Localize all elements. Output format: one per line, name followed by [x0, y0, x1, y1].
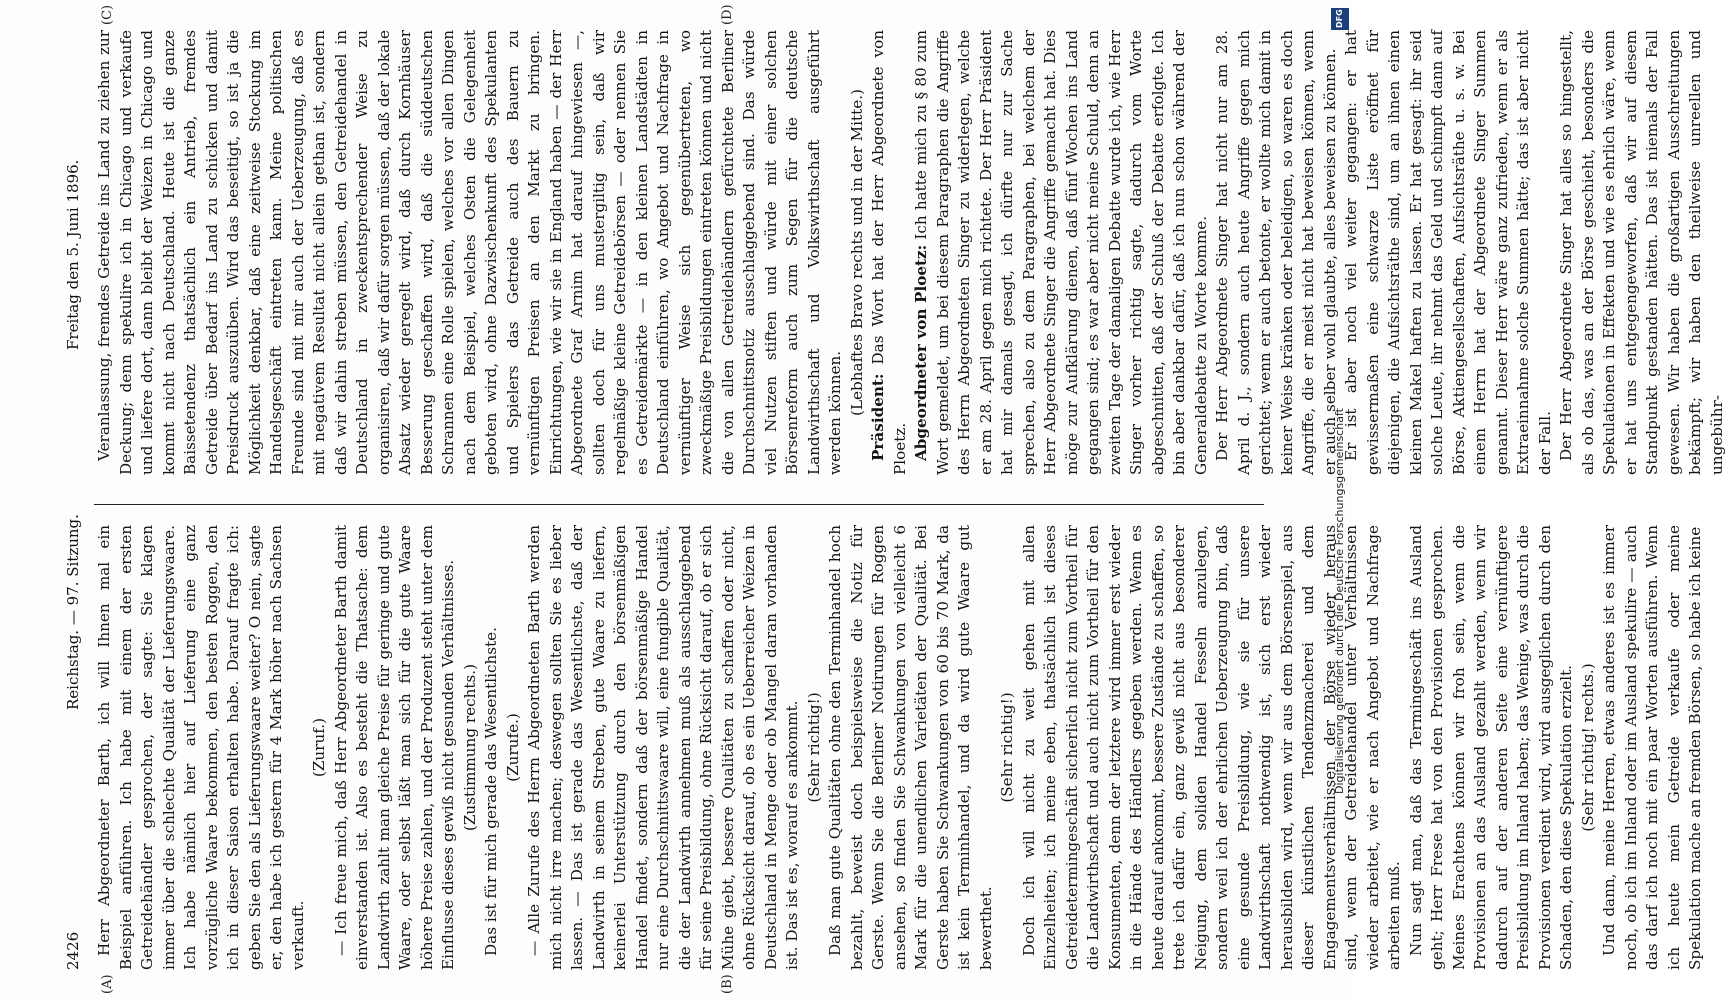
paragraph	[331, 525, 460, 970]
paragraph-text: (Zuruf.)	[310, 717, 328, 778]
dfg-logo: DFG	[1331, 8, 1349, 30]
paragraph	[1599, 525, 1707, 970]
paragraph-text: Der Herr Abgeordnete Singer hat nicht nur am 28. April d. J., sondern auch heute Angriffe gegen mich gerichtet; wenn er auch betonte, er wollte mich damit in keiner Weise kränken oder beleidigen, so waren es doch Angriffe, die er meist nicht hat beweisen können, wenn er auch selber wohl glaubte, alles beweisen zu können.	[1213, 30, 1339, 475]
paragraph-text: — Ich freue mich, daß Herr Abgeordneter Barth damit einverstanden ist. Also es besteht die Thatsache: dem Landwirth zahlt man gleiche Preise für geringe und gute Waare, oder selbst läßt man sich für die gute Waare höhere Preise zahlen, und der Produzent steht unter dem Einflusse dieses gewiß nicht gesunden Verhältnisses.	[331, 525, 457, 970]
interjection	[503, 525, 525, 970]
interjection	[997, 525, 1019, 970]
paragraph	[524, 525, 804, 970]
interjection	[1578, 525, 1600, 970]
paragraph-text: Veranlassung, fremdes Getreide ins Land zu ziehen zur Deckung; denn spekulire ich in Chicago und verkaufe und liefere dort, dann bleibt der Weizen in Chicago und kommt nicht nach Deutschland. Heute ist die ganze Baissetendenz thatsächlich ein Antrieb, fremdes Getreide über Bedarf ins Land zu schicken und damit Preisdruck auszuüben. Wird das beseitigt, so ist ja die Möglichkeit denkbar, daß eine zeitweise Stockung im Handelsgeschäft eintreten kann. Meine politischen Freunde sind mit mir auch der Ueberzeugung, daß es mit negativem Resultat nicht allein gethan ist, sondern daß wir dahin streben müssen, den Getreidehandel in Deutschland in zweckentsprechender Weise zu organisiren, daß wir dafür sorgen müssen, daß der lokale Absatz wieder geregelt wird, daß durch Kornhäuser Besserung geschaffen wird, daß die süddeutschen Schrannen eine Rolle spielen, welches vor allen Dingen nach dem Beispiel, welches Osten die Gelegenheit geboten wird, ohne Dazwischenkunft des Spekulanten und Spielers das Getreide auch des Bauern zu vernünftigen Preisen an den Markt zu bringen. Einrichtungen, wie wir sie in England haben — der Herr Abgeordnete Graf Arnim hat darauf hingewiesen —, sollten doch für uns mustergiltig sein, daß wir regelmäßige kleine Getreidebörsen — oder nennen Sie es Getreidemärkte — in den kleinen Landstädten in Deutschland einführen, wo Angebot und Nachfrage in vernünftiger Weise sich gegenübertreten, wo zweckmäßige Preisbildungen eintreten können und nicht die von allen Getreidehändlern gefürchtete Berliner Durchschnittsnotiz ausschlaggebend sind. Das würde viel Nutzen stiften und würde mit einer solchen Börsenreform auch zum Segen für die deutsche Landwirthschaft und Volkswirthschaft ausgeführt werden können.	[95, 30, 844, 475]
interjection	[847, 30, 869, 475]
paragraph-text: Daß man gute Qualitäten ohne den Terminhandel hoch bezahlt, beweist doch beispielsweise die Notiz für Gerste. Wenn Sie die Berliner Notirungen für Roggen ansehen, so finden Sie Schwankungen von vielleicht 6 Mark für die unendlichen Varietäten der Qualität. Bei Gerste haben Sie Schwankungen von 60 bis 70 Mark, da ist kein Terminhandel, und da wird gute Waare gut bewerthet.	[826, 525, 995, 970]
margin-mark-a: (A)	[100, 974, 115, 994]
paragraph-text: (Sehr richtig! rechts.)	[1578, 663, 1597, 832]
column-divider	[94, 504, 1264, 505]
paragraph-text: Er ist aber noch viel weiter gegangen: er hat gewissermaßen eine schwarze Liste eröffnet für diejenigen, die Aufsichtsräthe sind, um an ihnen einen kleinen Makel haften zu lassen. Er hat gesagt: ihr seid solche Leute, ihr nehmt das Geld und schimpft dann auf Börse, Aktiengesellschaften, Aufsichtsräthe u. s. w. Bei einem Herrn hat der Abgeordnete Singer Summen genannt. Dieser Herr wäre ganz zufrieden, wenn er als Extraeinnahme solche Summen hätte; das ist aber nicht der Fall.	[1342, 30, 1554, 475]
paragraph-text: (Zustimmung rechts.)	[460, 663, 479, 832]
session-title: Reichstag. — 97. Sitzung.	[64, 514, 82, 710]
paragraph-text: Der Herr Abgeordnete Singer hat alles so hingestellt, als ob das, was an der Börse geschieht, besonders die Spekulationen in Effekten und wie es ehrlich wäre, wenn er hat uns entgegengeworfen, daß wir auf diesem Standpunkt gestanden hätten. Das ist niemals der Fall gewesen. Wir haben die großartigen Ausschreitungen bekämpft; wir haben den theilweise unreellen und ungebühr-	[1557, 30, 1726, 475]
page-number: 2426	[64, 931, 82, 970]
paragraph	[1212, 30, 1341, 475]
paragraph-text: — Alle Zurufe des Herrn Abgeordneten Barth werden mich nicht irre machen; deswegen sollten Sie es lieber lassen. — Das ist gerade das Wesentlichste, daß der Landwirth in seinem Streben, gute Waare zu liefern, keinerlei Unterstützung durch den börsenmäßigen Handel findet, sondern daß der börsenmäßige Handel nur eine Durchschnittswaare will, eine fungible Qualität, die der Landwirth annehmen muß als ausschlaggebend für seine Preisbildung, ohne Rücksicht darauf, ob er sich Mühe giebt, bessere Qualitäten zu schaffen oder nicht, ohne Rücksicht darauf, ob es ein Ueberreicher Weizen in Deutschland in Menge oder ob Mangel daran vorhanden ist. Das ist es, worauf es ankommt.	[525, 525, 801, 970]
interjection	[804, 525, 826, 970]
paragraph-text: (Zurufe.)	[503, 713, 522, 782]
dfg-notice-text: Digitalisierung gefördert durch die Deutsche Forschungsgemeinschaft	[1333, 408, 1346, 794]
paragraph	[825, 525, 997, 970]
margin-mark-b: (B)	[720, 974, 735, 994]
paragraph-text: Und dann, meine Herren, etwas anderes ist es immer noch, ob ich im Inland oder im Ausland spekulire — auch das darf ich noch mit ein paar Worten ausführen. Wenn ich heute mein Getreide verkaufe oder meine Spekulation mache an fremden Börsen, so habe ich keine	[1600, 525, 1704, 970]
rotated-page-content	[60, 0, 1726, 1000]
speaker-name: Abgeordneter von Ploetz:	[912, 244, 930, 461]
interjection	[309, 525, 331, 970]
paragraph	[94, 30, 847, 475]
margin-mark-c: (C)	[100, 4, 115, 25]
paragraph-text: Das Wort hat der Herr Abgeordnete von Ploetz.	[869, 30, 909, 475]
paragraph-text: (Lebhaftes Bravo rechts und in der Mitte.)	[847, 89, 866, 416]
speaker-name: Präsident:	[869, 373, 887, 461]
paragraph	[868, 30, 911, 475]
paragraph	[1341, 30, 1556, 475]
paragraph-text: Das ist für mich gerade das Wesentlichste.	[482, 627, 500, 956]
paragraph	[481, 525, 503, 970]
paragraph	[1556, 30, 1728, 475]
paragraph	[911, 30, 1212, 475]
page-header	[60, 30, 88, 970]
paragraph-text: Ich hatte mich zu § 80 zum Wort gemeldet, um bei diesem Paragraphen die Angriffe des Herrn Abgeordneten Singer zu widerlegen, welche er am 28. April gegen mich richtete. Der Herr Präsident hat mir damals gesagt, ich dürfte nur zur Sache sprechen, also zu dem Paragraphen, bei welchem der Herr Abgeordnete Singer die Angriffe gemacht hat. Dies möge zur Aufklärung dienen, daß fünf Wochen ins Land gegangen sind; es war aber nicht meine Schuld, denn an zweiten Tage der damaligen Debatte wurde ich, wie Herr Singer vorher richtig sagte, dadurch vom Worte abgeschnitten, daß der Schluß der Debatte erfolgte. Ich bin aber dankbar dafür, daß ich nun schon während der Generaldebatte zu Worte komme.	[912, 30, 1210, 475]
paragraph	[94, 525, 309, 970]
paragraph-text: Doch ich will nicht zu weit gehen mit allen Einzelheiten; ich meine eben, thatsächlich ist dieses Getreidetermingeschäft sicherlich nicht zum Vortheil für die Landwirthschaft und auch nicht zum Vortheil für den Konsumenten, denn der letztere wird immer erst wieder in die Hände des Händlers gegeben werden. Wenn es heute darauf ankommt, bessere Zustände zu schaffen, so trete ich dafür ein, ganz gewiß nicht aus besonderer Neigung, dem soliden Handel Fesseln anzulegen, sondern weil ich der ehrlichen Ueberzeugung bin, daß eine gesunde Preisbildung, wie sie für unsere Landwirthschaft nothwendig ist, sich erst wieder herausbilden wird, wenn wir aus dem Börsenspiel, aus dieser künstlichen Tendenzmacherei und dem Engagementsverhältnissen der Börse wieder heraus sind, wenn der Getreidehandel unter Verhältnissen wieder arbeitet, wie er nach Angebot und Nachfrage arbeiten muß.	[1019, 525, 1403, 970]
paragraph-text: Herr Abgeordneter Barth, ich will Ihnen mal ein Beispiel anführen. Ich habe mit einem der ersten Getreidehändler gesprochen, der sagte: Sie klagen immer über die schlechte Qualität der Lieferungswaare. Ich habe nämlich hier auf Lieferung eine ganz vorzügliche Waare bekommen, den besten Roggen, den ich in dieser Saison erhalten habe. Darauf fragte ich: geben Sie den als Lieferungswaare weiter? O nein, sagte er, den habe ich gestern für 4 Mark höher nach Sachsen verkauft.	[95, 525, 307, 970]
paragraph-text: (Sehr richtig!)	[804, 692, 823, 803]
margin-mark-d: (D)	[720, 4, 735, 25]
interjection	[460, 525, 482, 970]
right-text-column	[94, 30, 1726, 475]
paragraph-text: (Sehr richtig!)	[998, 692, 1016, 803]
paragraph-text: Nun sagt man, daß das Termingeschäft ins Ausland geht; Herr Frese hat von den Provisionen gesprochen. Meines Erachtens können wir froh sein, wenn die Provisionen an das Ausland gezahlt werden, wenn wir dadurch auf der anderen Seite eine vernünftigere Preisbildung im Inland haben; das Wenige, was durch die Provisionen verdient wird, wird ausgeglichen durch den Schaden, den diese Spekulation erzielt.	[1406, 525, 1575, 970]
session-date: Freitag den 5. Juni 1896.	[64, 159, 82, 350]
dfg-notice	[1331, 8, 1349, 988]
paragraph	[1406, 525, 1578, 970]
